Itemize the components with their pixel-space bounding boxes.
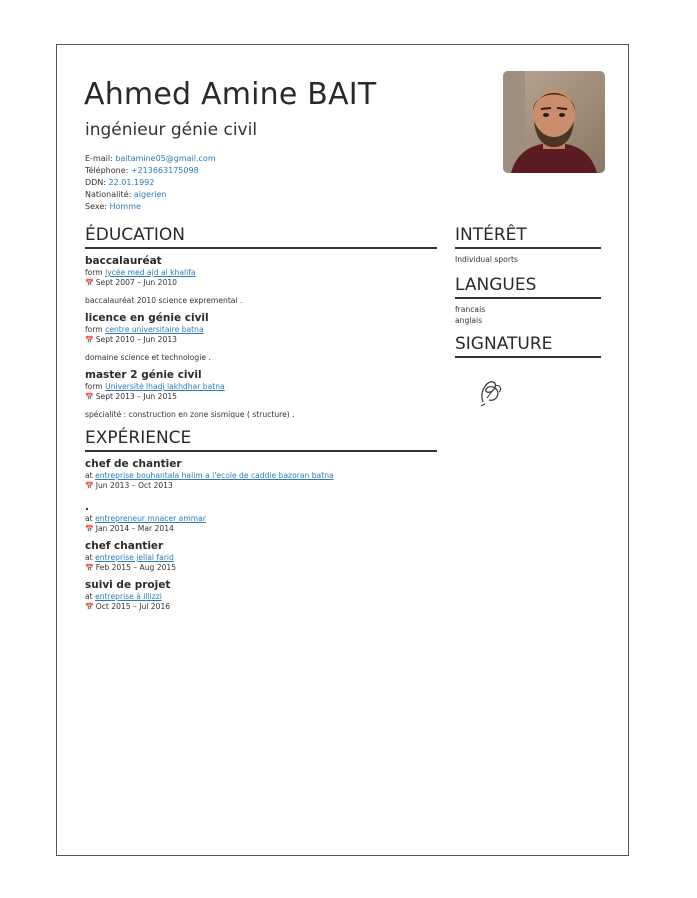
sex-value: Homme (109, 202, 141, 211)
right-column (455, 225, 601, 416)
calendar-icon: 📅 (85, 393, 94, 401)
calendar-icon: 📅 (85, 336, 94, 344)
calendar-icon: 📅 (85, 603, 94, 611)
dob-value: 22.01.1992 (108, 178, 155, 187)
phone-value[interactable]: +213663175098 (130, 166, 199, 175)
company-link[interactable]: entreprise jellal farid (95, 553, 174, 562)
interests-heading: INTÉRÊT (455, 225, 527, 245)
email-value[interactable]: baitamine05@gmail.com (115, 154, 216, 163)
profile-photo (503, 71, 605, 173)
education-divider (85, 247, 437, 249)
contact-dob: DDN: 22.01.1992 (85, 178, 155, 187)
cv-page (56, 44, 629, 856)
left-column (85, 225, 437, 612)
signature-heading: SIGNATURE (455, 334, 553, 354)
contact-info (85, 153, 216, 213)
calendar-icon: 📅 (85, 279, 94, 287)
interests-divider (455, 247, 601, 249)
languages-divider (455, 297, 601, 299)
experience-divider (85, 450, 437, 452)
job-title: ingénieur génie civil (85, 120, 258, 140)
school-link[interactable]: Université lhadj lakhdhar batna (105, 382, 225, 391)
contact-nationality: Nationalité: algerien (85, 190, 167, 199)
calendar-icon: 📅 (85, 525, 94, 533)
education-item: master 2 génie civil form Université lhadj lakhdhar batna 📅 Sept 2013 – Jun 2015 spécialité : construction en zone sismique ( structure) . (85, 369, 295, 419)
company-link[interactable]: entreprise à illizzi (95, 592, 162, 601)
experience-heading: EXPÉRIENCE (85, 428, 192, 448)
experience-item: chef de chantier at entreprise bouhantala halim a l'ecole de caddie bazoran batna 📅 Jun 2013 – Oct 2013 (85, 458, 334, 490)
education-item: licence en génie civil form centre universitaire batna 📅 Sept 2010 – Jun 2013 domaine science et technologie . (85, 312, 211, 362)
contact-phone: Téléphone: +213663175098 (85, 166, 199, 175)
languages-heading: LANGUES (455, 275, 537, 295)
calendar-icon: 📅 (85, 482, 94, 490)
full-name: Ahmed Amine BAIT (84, 77, 377, 112)
experience-item: . at entrepreneur mnacer ammar 📅 Jan 2014 – Mar 2014 (85, 501, 206, 533)
education-item: baccalauréat form lycée med ajd al khalifa 📅 Sept 2007 – Jun 2010 baccalauréat 2010 science expremental . (85, 255, 243, 305)
company-link[interactable]: entreprise bouhantala halim a l'ecole de caddie bazoran batna (95, 471, 334, 480)
interest-item: Individual sports (455, 255, 518, 264)
language-item: francais (455, 305, 486, 314)
education-heading: ÉDUCATION (85, 225, 185, 245)
experience-item: chef chantier at entreprise jellal farid 📅 Feb 2015 – Aug 2015 (85, 540, 177, 572)
contact-email: E-mail: baitamine05@gmail.com (85, 154, 216, 163)
calendar-icon: 📅 (85, 564, 94, 572)
company-link[interactable]: entrepreneur mnacer ammar (95, 514, 206, 523)
school-link[interactable]: centre universitaire batna (105, 325, 204, 334)
signature-divider (455, 356, 601, 358)
signature-pen-icon (473, 372, 601, 416)
nationality-value: algerien (133, 190, 167, 199)
contact-sex: Sexe: Homme (85, 202, 141, 211)
experience-item: suivi de projet at entreprise à illizzi 📅 Oct 2015 – Jul 2016 (85, 579, 171, 611)
language-item: anglais (455, 316, 483, 325)
school-link[interactable]: lycée med ajd al khalifa (105, 268, 196, 277)
